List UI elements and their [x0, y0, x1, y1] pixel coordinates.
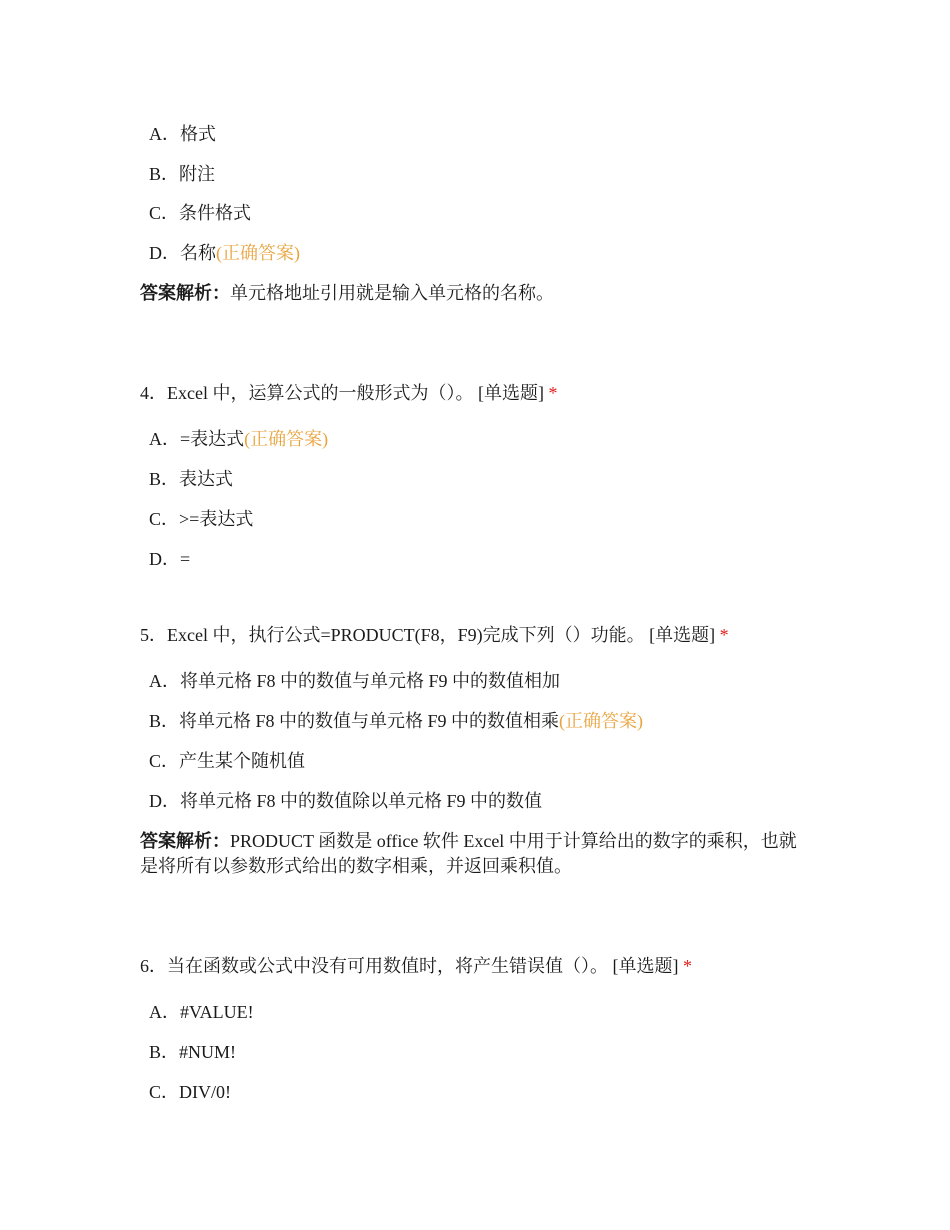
q6-option-a: A．#VALUE!	[149, 1002, 254, 1022]
q5-stem: 5．Excel 中，执行公式=PRODUCT(F8，F9)完成下列（）功能。 [单选题] *	[140, 625, 729, 645]
q3-option-d: D．名称(正确答案)	[149, 243, 300, 263]
analysis-label: 答案解析：	[140, 831, 230, 851]
q5-option-a: A．将单元格 F8 中的数值与单元格 F9 中的数值相加	[149, 671, 561, 691]
q3-option-c: C．条件格式	[149, 203, 252, 223]
q4-option-c: C．>=表达式	[149, 509, 254, 529]
q5-option-d: D．将单元格 F8 中的数值除以单元格 F9 中的数值	[149, 791, 543, 811]
q3-option-b: B．附注	[149, 164, 216, 184]
correct-answer-tag: (正确答案)	[216, 243, 300, 263]
q3-analysis	[140, 281, 810, 306]
required-marker: *	[548, 383, 558, 403]
q3-option-a: A．格式	[149, 124, 216, 144]
correct-answer-tag: (正确答案)	[244, 429, 329, 449]
q6-stem: 6．当在函数或公式中没有可用数值时，将产生错误值（）。 [单选题] *	[140, 956, 692, 976]
q5-analysis	[140, 829, 810, 879]
q5-option-b: B．将单元格 F8 中的数值与单元格 F9 中的数值相乘(正确答案)	[149, 711, 644, 731]
q4-option-a: A．=表达式(正确答案)	[149, 429, 329, 449]
q4-stem: 4．Excel 中，运算公式的一般形式为（）。 [单选题] *	[140, 383, 558, 403]
analysis-text: 单元格地址引用就是输入单元格的名称。	[230, 283, 554, 303]
required-marker: *	[683, 956, 692, 976]
analysis-text: PRODUCT 函数是 office 软件 Excel 中用于计算给出的数字的乘积，也就是将所有以参数形式给出的数字相乘，并返回乘积值。	[140, 831, 797, 876]
required-marker: *	[719, 625, 729, 645]
analysis-label: 答案解析：	[140, 283, 230, 303]
correct-answer-tag: (正确答案)	[559, 711, 644, 731]
q6-option-c: C．DIV/0!	[149, 1082, 232, 1102]
q4-option-d: D．=	[149, 549, 191, 569]
q5-option-c: C．产生某个随机值	[149, 751, 306, 771]
q6-option-b: B．#NUM!	[149, 1042, 237, 1062]
q4-option-b: B．表达式	[149, 469, 234, 489]
